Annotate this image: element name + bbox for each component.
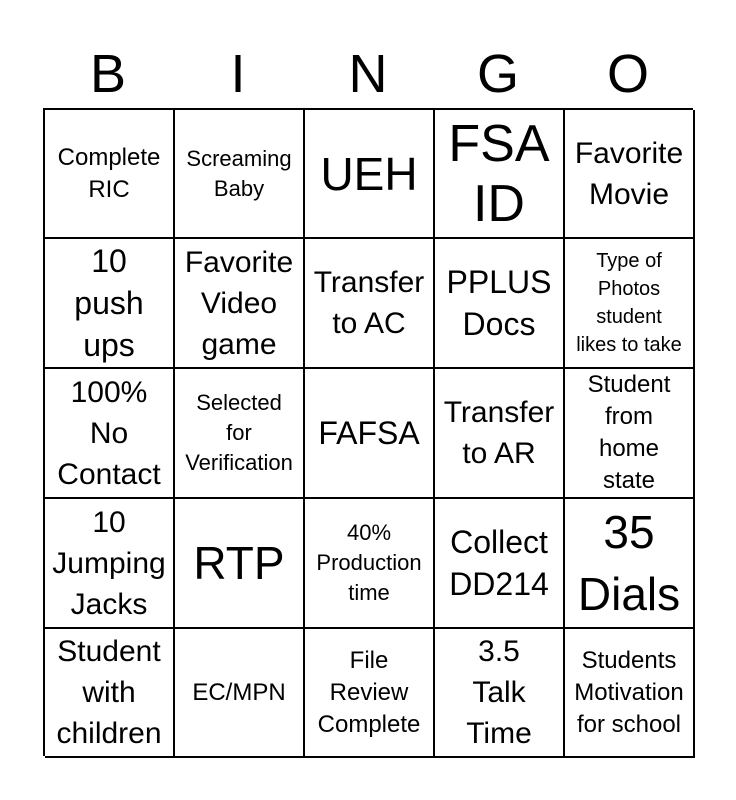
bingo-cell-n3[interactable] bbox=[305, 369, 435, 499]
bingo-cell-g3[interactable] bbox=[435, 369, 565, 499]
bingo-cell-n5[interactable] bbox=[305, 629, 435, 758]
bingo-cell-text: 3.5 Talk Time bbox=[466, 635, 532, 750]
bingo-cell-g4[interactable] bbox=[435, 499, 565, 629]
header-letter-i: I bbox=[230, 44, 246, 104]
bingo-cell-b1[interactable] bbox=[45, 110, 175, 239]
bingo-cell-text: Screaming Baby bbox=[186, 145, 292, 201]
bingo-cell-o4[interactable] bbox=[565, 499, 695, 629]
bingo-cell-g5[interactable] bbox=[435, 629, 565, 758]
bingo-cell-text: Type of Photos student likes to take bbox=[576, 250, 682, 356]
bingo-cell-b2[interactable] bbox=[45, 239, 175, 369]
bingo-cell-text: Student with children bbox=[56, 635, 162, 750]
bingo-cell-text: Transfer to AR bbox=[443, 396, 555, 470]
bingo-cell-text: RTP bbox=[193, 537, 285, 589]
bingo-cell-o2[interactable] bbox=[565, 239, 695, 369]
bingo-cell-text: Favorite Movie bbox=[574, 136, 684, 211]
header-letter-b: B bbox=[89, 44, 127, 104]
bingo-cell-b3[interactable] bbox=[45, 369, 175, 499]
header-letter-n: N bbox=[348, 44, 388, 104]
header-letter-o: O bbox=[606, 44, 649, 104]
bingo-cell-text: UEH bbox=[320, 147, 418, 200]
bingo-cell-text: 100% No Contact bbox=[57, 375, 161, 491]
bingo-card-grid bbox=[43, 108, 693, 756]
header-letter-g: G bbox=[476, 44, 519, 104]
bingo-cell-text: Complete RIC bbox=[57, 143, 161, 203]
bingo-cell-text: Students Motivation for school bbox=[574, 646, 684, 738]
bingo-cell-i2[interactable] bbox=[175, 239, 305, 369]
bingo-cell-text: Collect DD214 bbox=[449, 524, 549, 602]
bingo-cell-i5[interactable] bbox=[175, 629, 305, 758]
bingo-cell-text: FAFSA bbox=[318, 415, 420, 451]
bingo-cell-text: Selected for Verification bbox=[185, 390, 293, 475]
bingo-cell-i4[interactable] bbox=[175, 499, 305, 629]
bingo-cell-b4[interactable] bbox=[45, 499, 175, 629]
bingo-cell-i3[interactable] bbox=[175, 369, 305, 499]
bingo-cell-text: EC/MPN bbox=[192, 678, 286, 706]
bingo-cell-text: Favorite Video game bbox=[184, 245, 294, 361]
bingo-cell-text: 40% Production time bbox=[316, 520, 422, 605]
bingo-cell-text: Transfer to AC bbox=[313, 266, 425, 340]
bingo-cell-text: 35 Dials bbox=[577, 506, 681, 620]
bingo-cell-i1[interactable] bbox=[175, 110, 305, 239]
bingo-cell-text: FSA ID bbox=[448, 114, 550, 233]
bingo-cell-o5[interactable] bbox=[565, 629, 695, 758]
bingo-cell-o1[interactable] bbox=[565, 110, 695, 239]
bingo-cell-text: PPLUS Docs bbox=[446, 264, 552, 342]
bingo-cell-n2[interactable] bbox=[305, 239, 435, 369]
bingo-cell-g1[interactable] bbox=[435, 110, 565, 239]
bingo-cell-n4[interactable] bbox=[305, 499, 435, 629]
bingo-cell-b5[interactable] bbox=[45, 629, 175, 758]
bingo-cell-text: File Review Complete bbox=[317, 646, 421, 738]
bingo-cell-text: 10 Jumping Jacks bbox=[52, 505, 166, 621]
bingo-cell-text: Student from home state bbox=[587, 371, 671, 494]
bingo-header bbox=[43, 40, 693, 108]
bingo-cell-g2[interactable] bbox=[435, 239, 565, 369]
bingo-cell-n1[interactable] bbox=[305, 110, 435, 239]
bingo-cell-text: 10 push ups bbox=[74, 243, 144, 363]
bingo-cell-o3[interactable] bbox=[565, 369, 695, 499]
